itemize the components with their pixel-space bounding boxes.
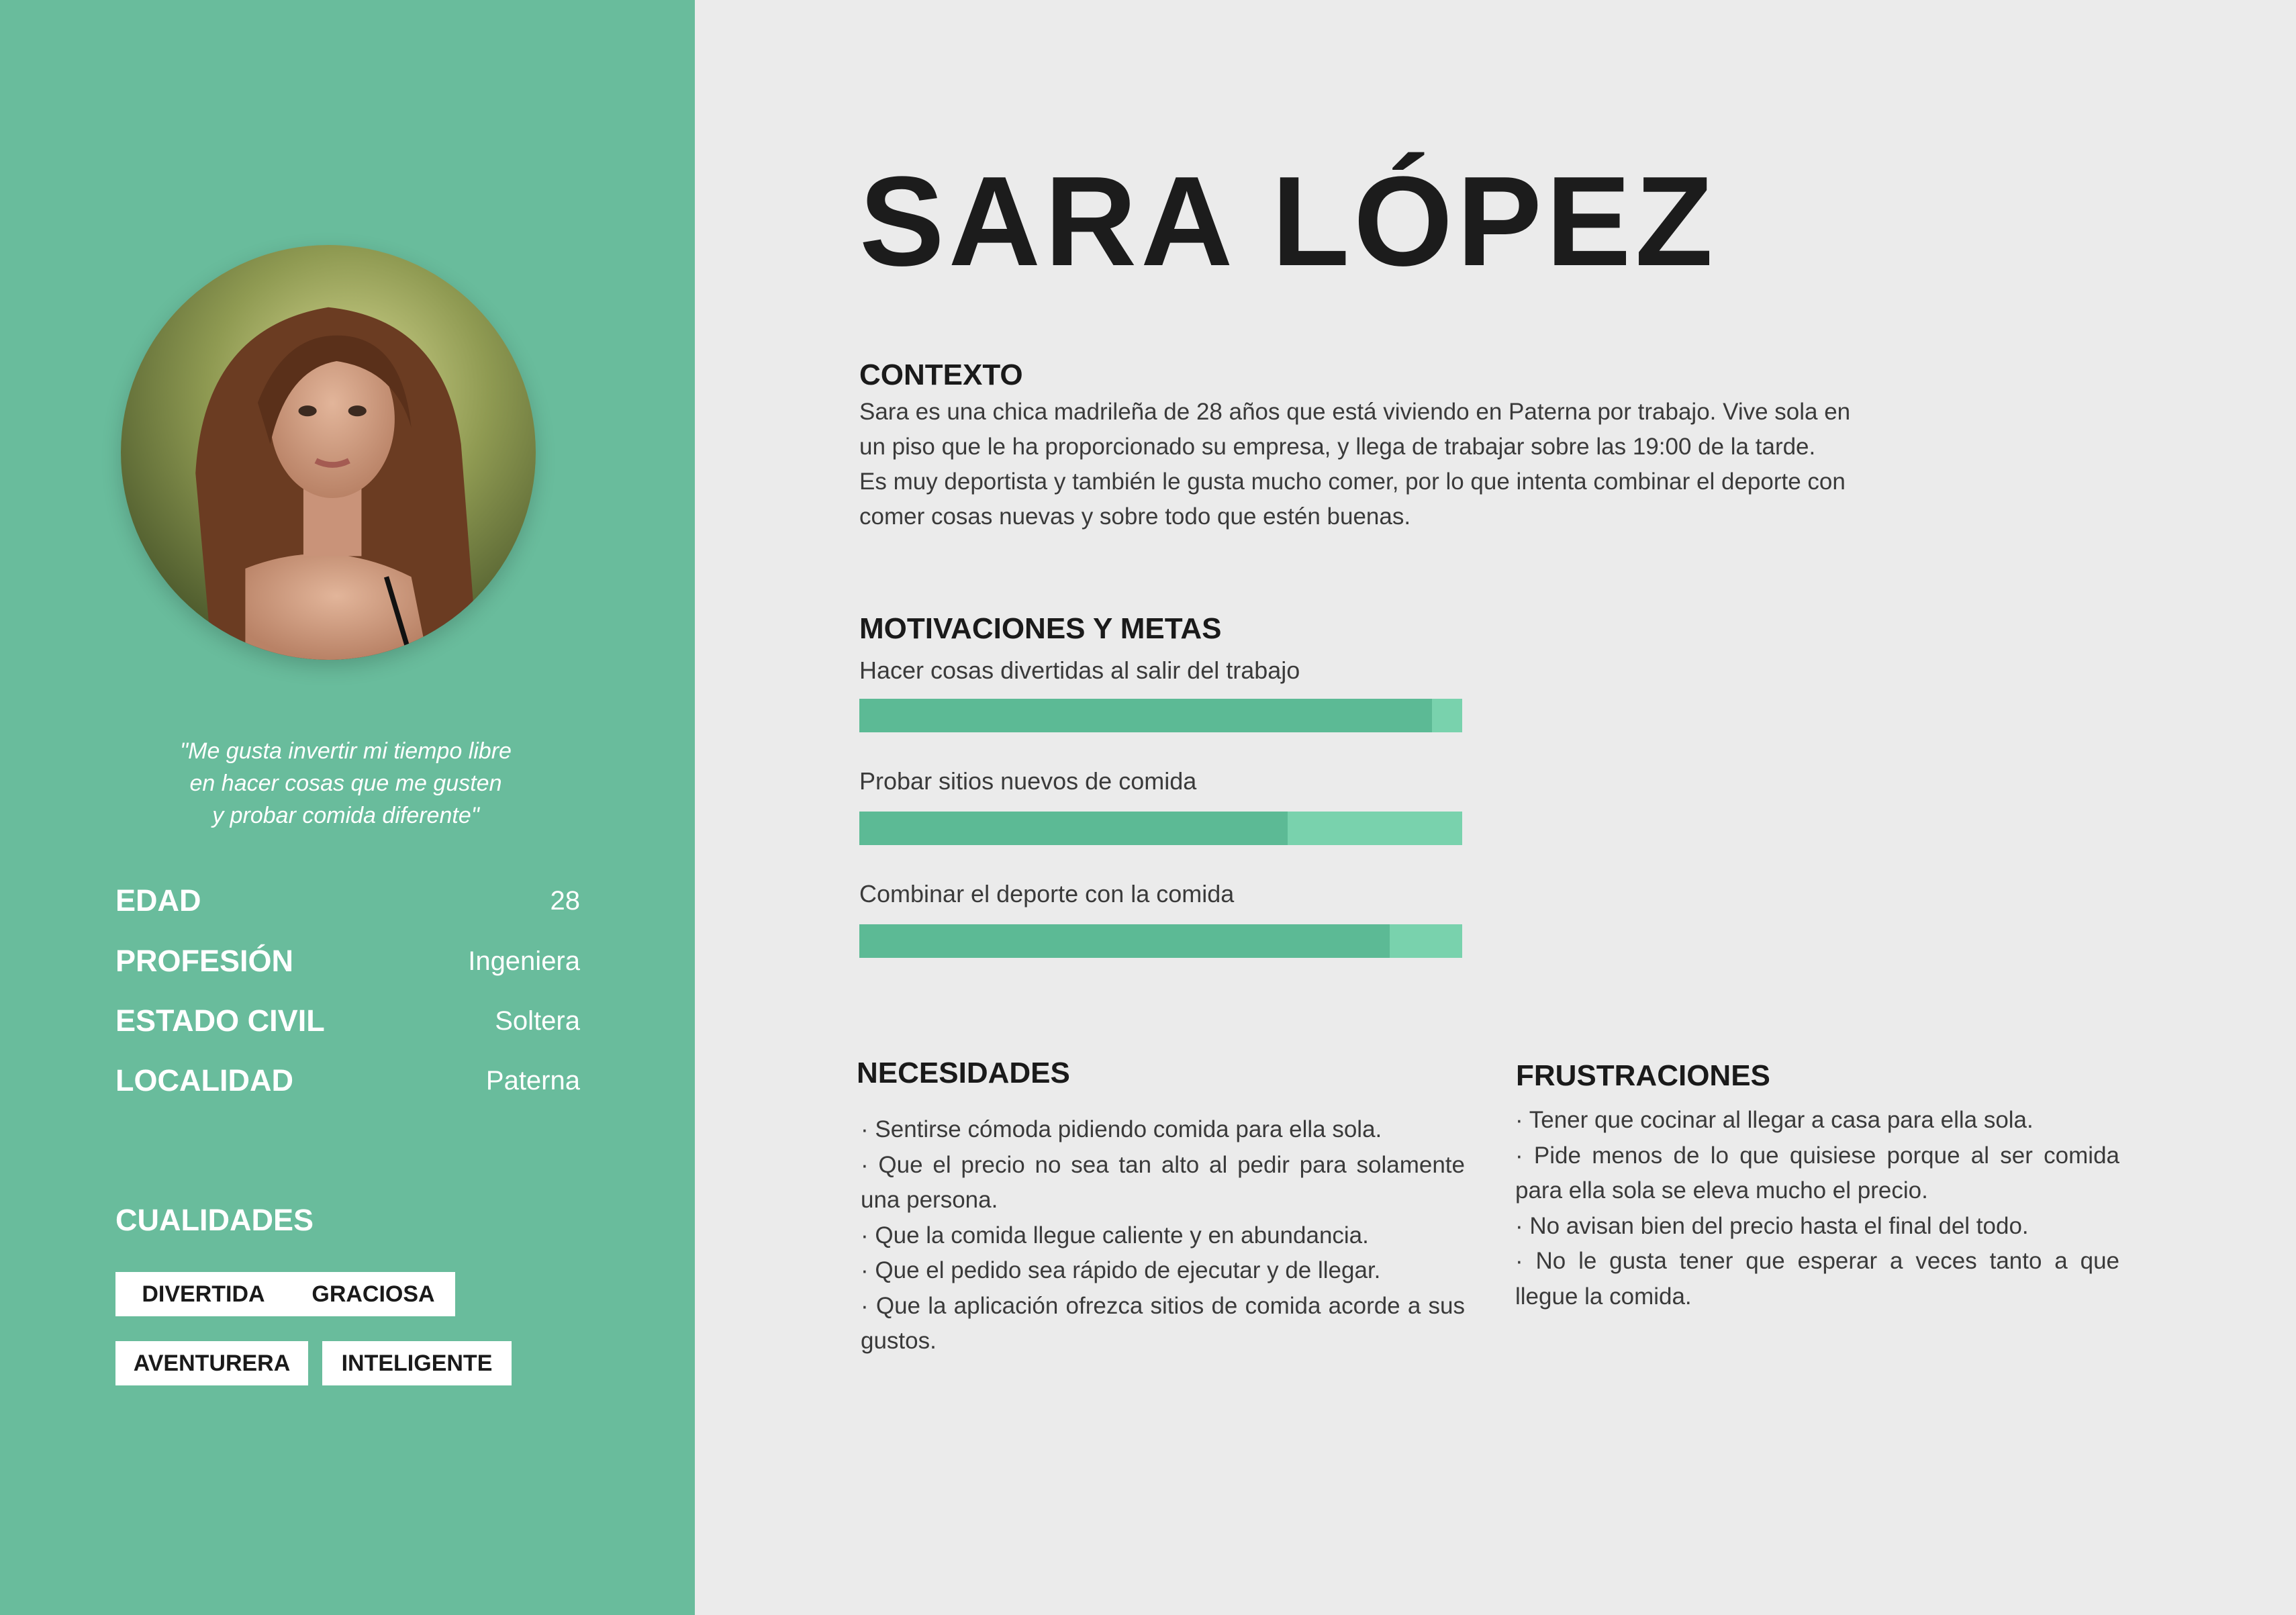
context-text: [859, 395, 2135, 534]
quality-tag: AVENTURERA: [115, 1341, 308, 1385]
attribute-label: ESTADO CIVIL: [115, 1004, 325, 1038]
persona-name: SARA LÓPEZ: [859, 150, 1717, 293]
attribute-location: [115, 1061, 580, 1101]
needs-title: NECESIDADES: [857, 1057, 1070, 1089]
quality-tag: GRACIOSA: [291, 1272, 455, 1316]
list-item: · Pide menos de lo que quisiese porque al ser comida para ella sola se eleva mucho el precio.: [1515, 1142, 2119, 1204]
motivation-bar: [859, 699, 1462, 732]
avatar: [121, 245, 536, 660]
attribute-profession: [115, 941, 580, 981]
list-item: · No le gusta tener que esperar a veces tanto a que llegue la comida.: [1515, 1248, 2119, 1310]
attribute-value: Soltera: [495, 1006, 580, 1036]
list-item: · Tener que cocinar al llegar a casa para ella sola.: [1515, 1107, 2034, 1133]
persona-quote: [81, 735, 611, 832]
quote-line: en hacer cosas que me gusten: [189, 771, 502, 796]
attribute-label: PROFESIÓN: [115, 944, 294, 978]
quality-tag: INTELIGENTE: [322, 1341, 512, 1385]
motivation-label: Hacer cosas divertidas al salir del trabajo: [859, 656, 1300, 684]
quote-line: "Me gusta invertir mi tiempo libre: [180, 738, 512, 764]
context-line: Es muy deportista y también le gusta mucho comer, por lo que intenta combinar el deporte con: [859, 469, 1846, 495]
attribute-label: LOCALIDAD: [115, 1063, 293, 1097]
motivation-bar-fill: [859, 924, 1390, 958]
list-item: · Que la comida llegue caliente y en abundancia.: [861, 1222, 1369, 1249]
context-line: comer cosas nuevas y sobre todo que estén buenas.: [859, 503, 1411, 530]
attribute-label: EDAD: [115, 883, 201, 918]
attribute-age: [115, 881, 580, 921]
attribute-value: 28: [550, 885, 580, 916]
motivations-title: MOTIVACIONES Y METAS: [859, 612, 1222, 645]
list-item: · Que el precio no sea tan alto al pedir para solamente una persona.: [861, 1151, 1465, 1213]
attribute-value: Paterna: [485, 1065, 580, 1095]
list-item: · No avisan bien del precio hasta el final del todo.: [1515, 1212, 2029, 1239]
list-item: · Que la aplicación ofrezca sitios de comida acorde a sus gustos.: [861, 1292, 1465, 1354]
profile-sidebar: [0, 0, 695, 1615]
frustrations-list: [1515, 1103, 2119, 1314]
frustrations-title: FRUSTRACIONES: [1516, 1059, 1770, 1092]
context-title: CONTEXTO: [859, 358, 1023, 391]
list-item: · Sentirse cómoda pidiendo comida para ella sola.: [861, 1116, 1382, 1142]
motivation-bar: [859, 812, 1462, 845]
qualities-title: CUALIDADES: [115, 1203, 314, 1237]
context-line: Sara es una chica madrileña de 28 años que está viviendo en Paterna por trabajo. Vive sola en: [859, 399, 1851, 425]
motivation-bar-fill: [859, 812, 1288, 845]
quote-line: y probar comida diferente": [212, 803, 479, 828]
needs-list: [861, 1112, 1465, 1359]
motivation-bar-fill: [859, 699, 1432, 732]
attribute-marital-status: [115, 1001, 580, 1041]
context-line: un piso que le ha proporcionado su empresa, y llega de trabajar sobre las 19:00 de la tarde.: [859, 434, 1816, 460]
quality-tag: DIVERTIDA: [115, 1272, 291, 1316]
attribute-value: Ingeniera: [468, 946, 580, 976]
motivation-label: Probar sitios nuevos de comida: [859, 767, 1197, 795]
list-item: · Que el pedido sea rápido de ejecutar y de llegar.: [861, 1257, 1381, 1283]
avatar-photo: [121, 245, 536, 660]
motivation-label: Combinar el deporte con la comida: [859, 880, 1235, 908]
motivation-bar: [859, 924, 1462, 958]
